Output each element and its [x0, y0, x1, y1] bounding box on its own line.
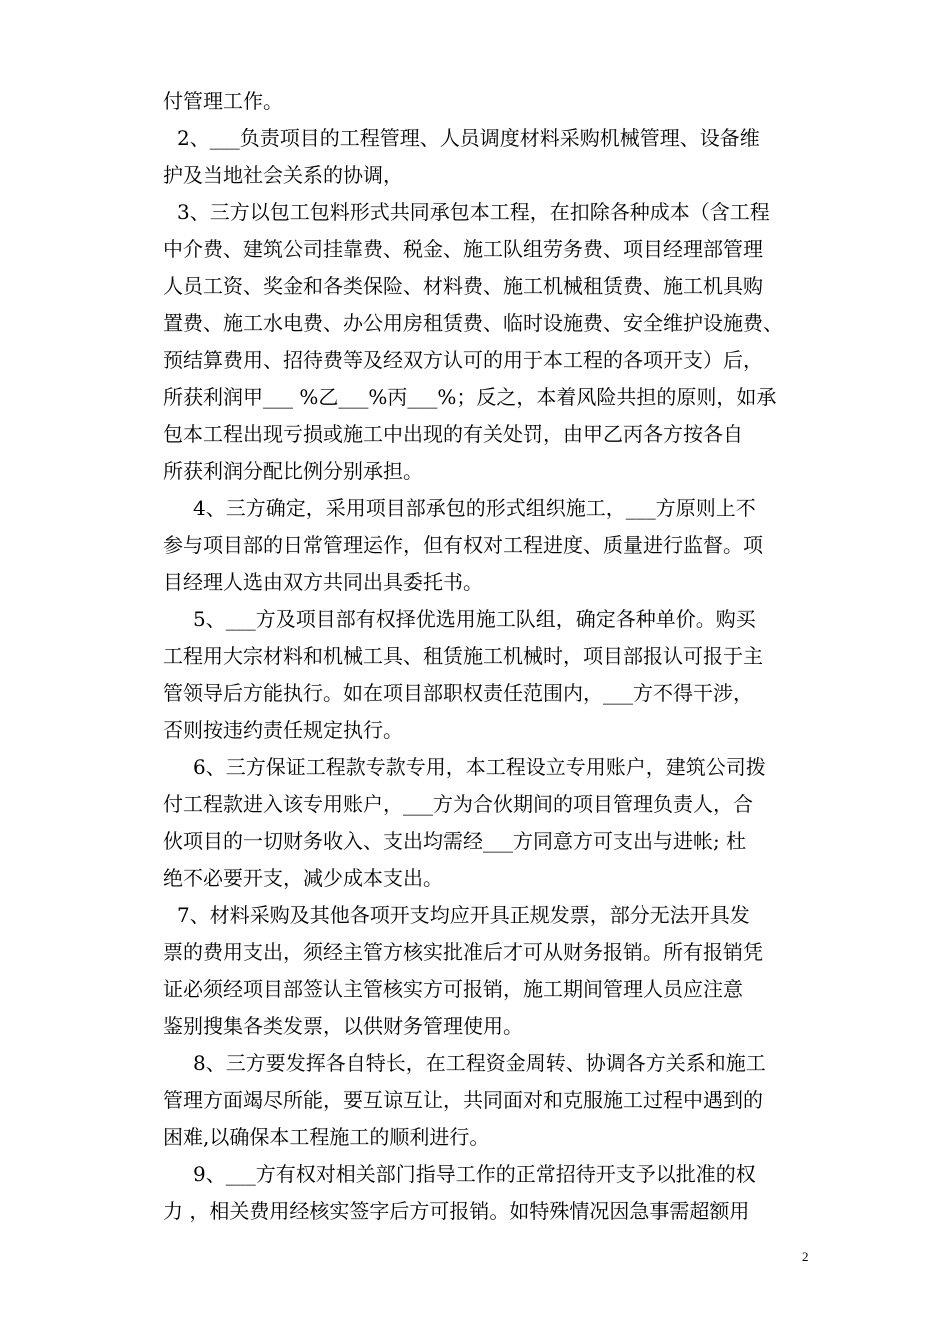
- paragraph: [163, 897, 813, 1045]
- page-number: 2: [802, 1249, 809, 1264]
- text-line: 6、三方保证工程款专款专用，本工程设立专用账户，建筑公司拨: [193, 755, 766, 779]
- document-body: [163, 83, 813, 1230]
- text-line: 9、___方有权对相关部门指导工作的正常招待开支予以批准的权: [193, 1162, 756, 1186]
- text-line: 绝不必要开支，减少成本支出。: [163, 866, 443, 890]
- text-line: 3、三方以包工包料形式共同承包本工程，在扣除各种成本（含工程: [177, 200, 770, 224]
- text-line: 包本工程出现亏损或施工中出现的有关处罚，由甲乙丙各方按各自: [163, 422, 743, 446]
- text-line: 参与项目部的日常管理运作，但有权对工程进度、质量进行监督。项: [163, 533, 763, 557]
- text-line: 票的费用支出，须经主管方核实批准后才可从财务报销。所有报销凭: [163, 940, 763, 964]
- text-line: 目经理人选由双方共同出具委托书。: [163, 570, 483, 594]
- text-line: 工程用大宗材料和机械工具、租赁施工机械时，项目部报认可报于主: [163, 644, 763, 668]
- paragraph: [163, 194, 813, 490]
- paragraph: [163, 490, 813, 601]
- text-line: 否则按违约责任规定执行。: [163, 718, 403, 742]
- text-line: 所获利润分配比例分别承担。: [163, 459, 423, 483]
- text-line: 困难,以确保本工程施工的顺利进行。: [163, 1125, 490, 1149]
- text-line: 5、___方及项目部有权择优选用施工队组，确定各种单价。购买: [193, 607, 756, 631]
- text-line: 鉴别搜集各类发票，以供财务管理使用。: [163, 1014, 523, 1038]
- text-line: 付工程款进入该专用账户，___方为合伙期间的项目管理负责人，合: [163, 792, 753, 816]
- text-line: 人员工资、奖金和各类保险、材料费、施工机械租赁费、施工机具购: [163, 274, 763, 298]
- paragraph: [163, 120, 813, 194]
- text-line: 证必须经项目部签认主管核实方可报销，施工期间管理人员应注意: [163, 977, 743, 1001]
- paragraph: [163, 83, 813, 120]
- paragraph: [163, 1045, 813, 1156]
- text-line: 付管理工作。: [163, 89, 283, 113]
- text-line: 置费、施工水电费、办公用房租赁费、临时设施费、安全维护设施费、: [163, 311, 783, 335]
- text-line: 预结算费用、招待费等及经双方认可的用于本工程的各项开支）后，: [163, 348, 763, 372]
- text-line: 4、三方确定，采用项目部承包的形式组织施工，___方原则上不: [193, 496, 756, 520]
- text-line: 2、___负责项目的工程管理、人员调度材料采购机械管理、设备维: [177, 126, 760, 150]
- text-line: 管领导后方能执行。如在项目部职权责任范围内，___方不得干涉，: [163, 681, 753, 705]
- text-line: 7、材料采购及其他各项开支均应开具正规发票，部分无法开具发: [177, 903, 750, 927]
- text-line: 力 ，相关费用经核实签字后方可报销。如特殊情况因急事需超额用: [163, 1199, 750, 1223]
- text-line: 中介费、建筑公司挂靠费、税金、施工队组劳务费、项目经理部管理: [163, 237, 763, 261]
- text-line: 伙项目的一切财务收入、支出均需经___方同意方可支出与进帐; 杜: [163, 829, 747, 853]
- paragraph: [163, 1156, 813, 1230]
- text-line: 所获利润甲___ %乙___%丙___%；反之，本着风险共担的原则，如承: [163, 385, 777, 409]
- text-line: 护及当地社会关系的协调，: [163, 163, 403, 187]
- text-line: 管理方面竭尽所能，要互谅互让，共同面对和克服施工过程中遇到的: [163, 1088, 763, 1112]
- paragraph: [163, 749, 813, 897]
- text-line: 8、三方要发挥各自特长，在工程资金周转、协调各方关系和施工: [193, 1051, 766, 1075]
- paragraph: [163, 601, 813, 749]
